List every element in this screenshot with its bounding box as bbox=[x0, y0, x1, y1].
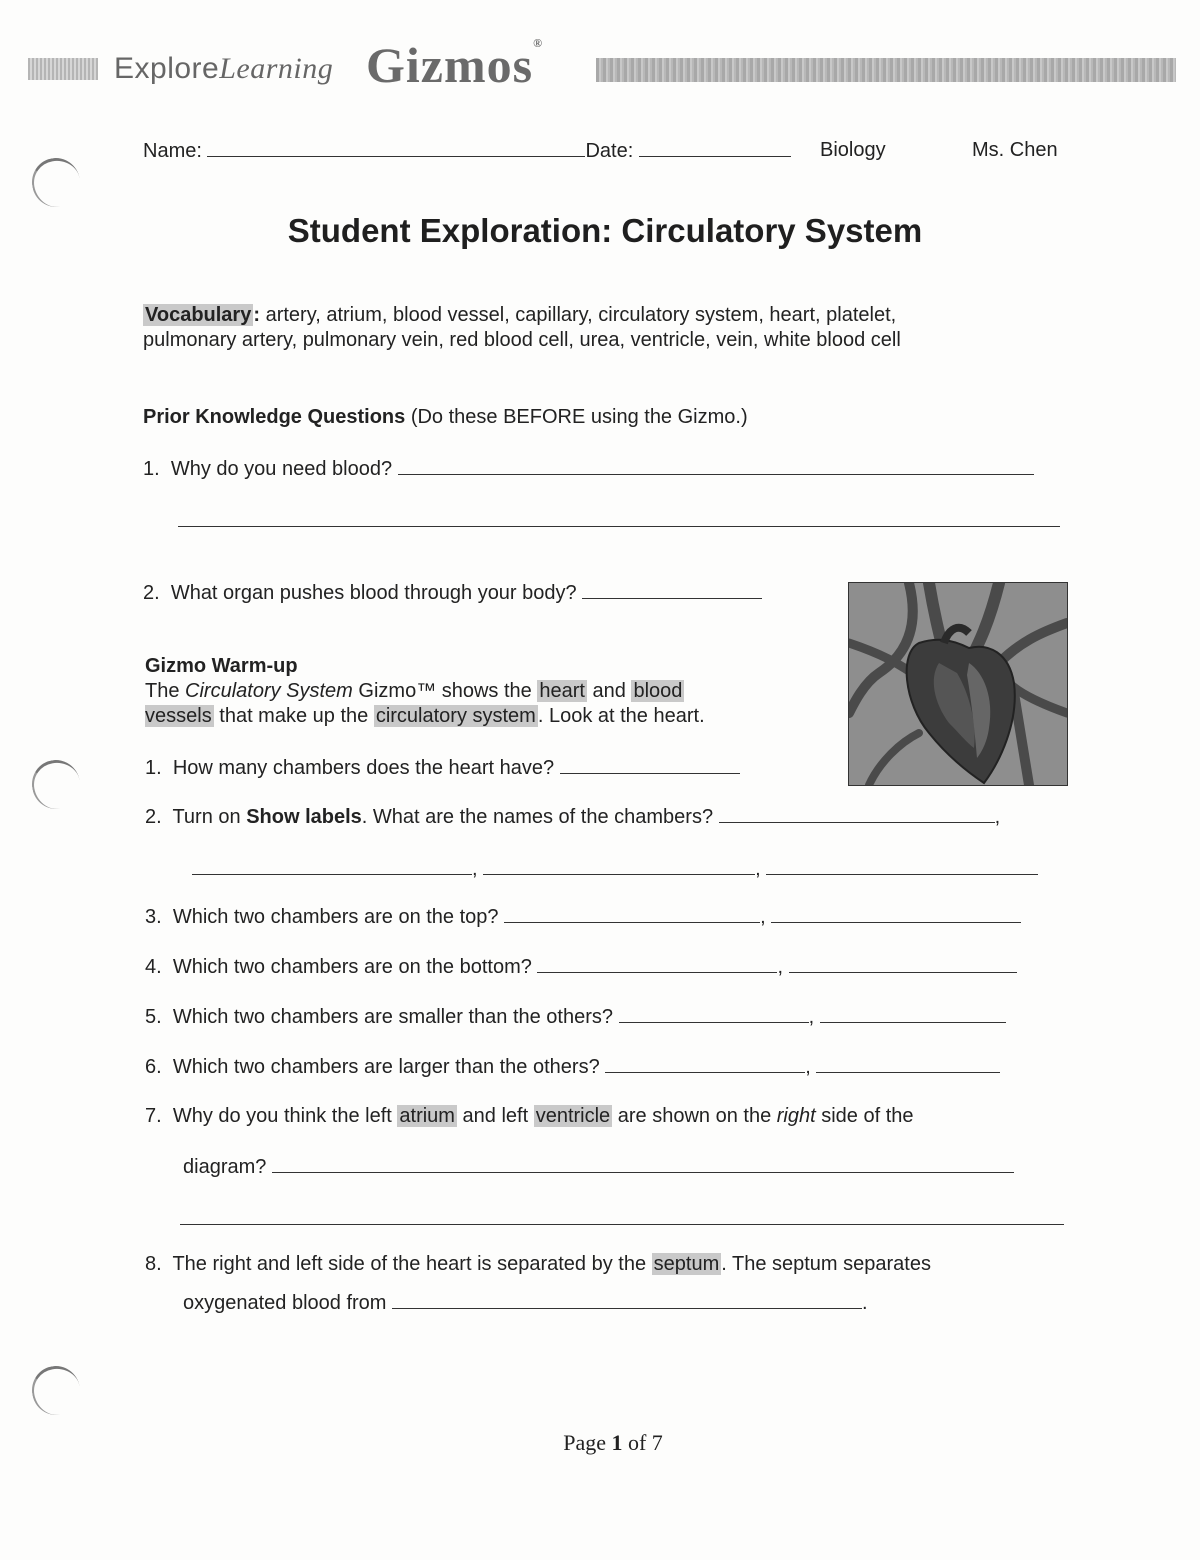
logo-texture-right bbox=[596, 58, 1176, 82]
name-label: Name: bbox=[143, 140, 202, 162]
binder-hole-icon bbox=[28, 756, 84, 813]
text: are shown on the bbox=[617, 1105, 772, 1127]
show-labels-term: Show labels bbox=[246, 806, 362, 828]
heart-diagram-image bbox=[848, 582, 1068, 786]
warmup-paragraph-line1 bbox=[145, 679, 684, 703]
term-septum: septum bbox=[653, 1253, 720, 1275]
warmup-q2 bbox=[145, 804, 1000, 829]
answer-field[interactable] bbox=[192, 856, 472, 875]
comma: , bbox=[777, 956, 783, 978]
footer-page-total: 7 bbox=[651, 1430, 663, 1455]
question-text: Which two chambers are on the bottom? bbox=[172, 956, 532, 978]
answer-field[interactable] bbox=[789, 954, 1017, 973]
comma: , bbox=[805, 1056, 811, 1078]
text: . The septum separates bbox=[721, 1253, 931, 1275]
vocabulary-colon: : bbox=[253, 304, 261, 326]
text: . What are the names of the chambers? bbox=[361, 806, 714, 828]
term-ventricle: ventricle bbox=[535, 1105, 611, 1127]
comma: , bbox=[472, 858, 478, 880]
warmup-paragraph-line2 bbox=[145, 704, 705, 728]
prior-heading-line bbox=[143, 405, 748, 429]
question-number: 6. bbox=[145, 1056, 162, 1078]
question-number: 8. bbox=[145, 1253, 162, 1275]
prior-heading: Prior Knowledge Questions bbox=[143, 406, 406, 428]
term-vessels: vessels bbox=[145, 705, 212, 727]
warmup-q5 bbox=[145, 1004, 1006, 1029]
question-number: 1. bbox=[143, 458, 160, 480]
question-number: 2. bbox=[145, 806, 162, 828]
answer-field[interactable] bbox=[504, 904, 760, 923]
question-number: 7. bbox=[145, 1105, 162, 1127]
term-heart: heart bbox=[539, 680, 585, 702]
footer-of: of bbox=[627, 1430, 647, 1455]
answer-field[interactable] bbox=[178, 508, 1060, 527]
answer-field[interactable] bbox=[180, 1206, 1064, 1225]
term-blood: blood bbox=[633, 680, 683, 702]
comma: , bbox=[994, 806, 1001, 828]
warmup-q7-line2 bbox=[183, 1154, 1014, 1179]
answer-field[interactable] bbox=[771, 904, 1021, 923]
brand-reg-mark: ® bbox=[533, 36, 544, 50]
vocabulary-terms-2: pulmonary artery, pulmonary vein, red blood cell, urea, ventricle, vein, white blood cell bbox=[143, 329, 901, 351]
answer-field[interactable] bbox=[719, 804, 995, 823]
text: and left bbox=[462, 1105, 529, 1127]
warmup-q8 bbox=[145, 1252, 931, 1276]
term-atrium: atrium bbox=[399, 1105, 455, 1127]
page-title: Student Exploration: Circulatory System bbox=[287, 212, 923, 249]
heart-icon bbox=[849, 583, 1067, 785]
answer-field[interactable] bbox=[820, 1004, 1006, 1023]
question-text: oxygenated blood from bbox=[183, 1292, 387, 1314]
subject-label: Biology bbox=[820, 139, 886, 161]
answer-field[interactable] bbox=[619, 1004, 809, 1023]
comma: , bbox=[755, 858, 761, 880]
comma: , bbox=[808, 1006, 815, 1028]
warmup-q7 bbox=[145, 1104, 914, 1128]
name-line bbox=[143, 138, 791, 163]
footer-page-current: 1 bbox=[611, 1430, 623, 1455]
question-number: 2. bbox=[143, 582, 160, 604]
answer-field[interactable] bbox=[766, 856, 1038, 875]
page-number bbox=[0, 1430, 1200, 1456]
answer-field[interactable] bbox=[398, 456, 1034, 475]
warmup-q8-line2 bbox=[183, 1290, 868, 1315]
text: and bbox=[592, 680, 626, 702]
answer-field[interactable] bbox=[582, 580, 762, 599]
vocabulary-line1 bbox=[143, 303, 896, 327]
brand-gizmos bbox=[366, 36, 543, 94]
answer-field[interactable] bbox=[537, 954, 777, 973]
question-text: Which two chambers are smaller than the others? bbox=[172, 1006, 614, 1028]
text: Gizmo™ shows the bbox=[358, 680, 532, 702]
emphasis-right: right bbox=[776, 1105, 816, 1127]
date-label: Date: bbox=[585, 140, 634, 162]
prior-q1 bbox=[143, 456, 1034, 481]
footer-page-label: Page bbox=[563, 1430, 606, 1455]
prior-q2 bbox=[143, 580, 762, 605]
warmup-q6 bbox=[145, 1054, 1000, 1079]
prior-note: (Do these BEFORE using the Gizmo.) bbox=[410, 406, 748, 428]
text: Turn on bbox=[172, 806, 241, 828]
warmup-q3 bbox=[145, 904, 1021, 929]
answer-field[interactable] bbox=[483, 856, 755, 875]
question-number: 4. bbox=[145, 956, 162, 978]
text: The bbox=[145, 680, 180, 702]
gizmo-name: Circulatory System bbox=[185, 680, 353, 702]
teacher-label: Ms. Chen bbox=[972, 139, 1058, 161]
brand-explorelearning bbox=[114, 52, 333, 86]
question-text: Which two chambers are larger than the others? bbox=[172, 1056, 600, 1078]
answer-field[interactable] bbox=[560, 755, 740, 774]
question-text: diagram? bbox=[183, 1156, 267, 1178]
text: The right and left side of the heart is separated by the bbox=[172, 1253, 647, 1275]
question-number: 5. bbox=[145, 1006, 162, 1028]
question-number: 3. bbox=[145, 906, 162, 928]
brand-gizmos-text: Gizmos bbox=[366, 37, 534, 93]
answer-field[interactable] bbox=[816, 1054, 1000, 1073]
warmup-q2-blanks bbox=[192, 856, 1038, 881]
answer-field[interactable] bbox=[605, 1054, 805, 1073]
text: that make up the bbox=[219, 705, 369, 727]
text: . Look at the heart. bbox=[537, 705, 705, 727]
date-field[interactable] bbox=[639, 138, 791, 157]
logo-texture-left bbox=[28, 58, 98, 80]
text: Why do you think the left bbox=[172, 1105, 392, 1127]
question-text: Why do you need blood? bbox=[170, 458, 393, 480]
answer-field[interactable] bbox=[392, 1290, 862, 1309]
brand-explore-text: Explore bbox=[114, 52, 220, 85]
question-text: Which two chambers are on the top? bbox=[172, 906, 499, 928]
warmup-q4 bbox=[145, 954, 1017, 979]
text: side of the bbox=[821, 1105, 914, 1127]
brand-learning-text: Learning bbox=[219, 52, 334, 85]
question-number: 1. bbox=[145, 757, 162, 779]
period: . bbox=[862, 1292, 868, 1314]
warmup-heading: Gizmo Warm-up bbox=[145, 655, 298, 677]
question-text: What organ pushes blood through your body? bbox=[170, 582, 577, 604]
term-circulatory-system: circulatory system bbox=[375, 705, 536, 727]
warmup-q1 bbox=[145, 755, 740, 780]
vocabulary-terms-1: artery, atrium, blood vessel, capillary, circulatory system, heart, platelet, bbox=[265, 304, 897, 326]
comma: , bbox=[760, 906, 766, 928]
binder-hole-icon bbox=[28, 154, 84, 211]
answer-field[interactable] bbox=[272, 1154, 1014, 1173]
question-text: How many chambers does the heart have? bbox=[172, 757, 555, 779]
vocabulary-label: Vocabulary bbox=[145, 304, 252, 326]
name-field[interactable] bbox=[207, 138, 585, 157]
binder-hole-icon bbox=[28, 1362, 84, 1419]
